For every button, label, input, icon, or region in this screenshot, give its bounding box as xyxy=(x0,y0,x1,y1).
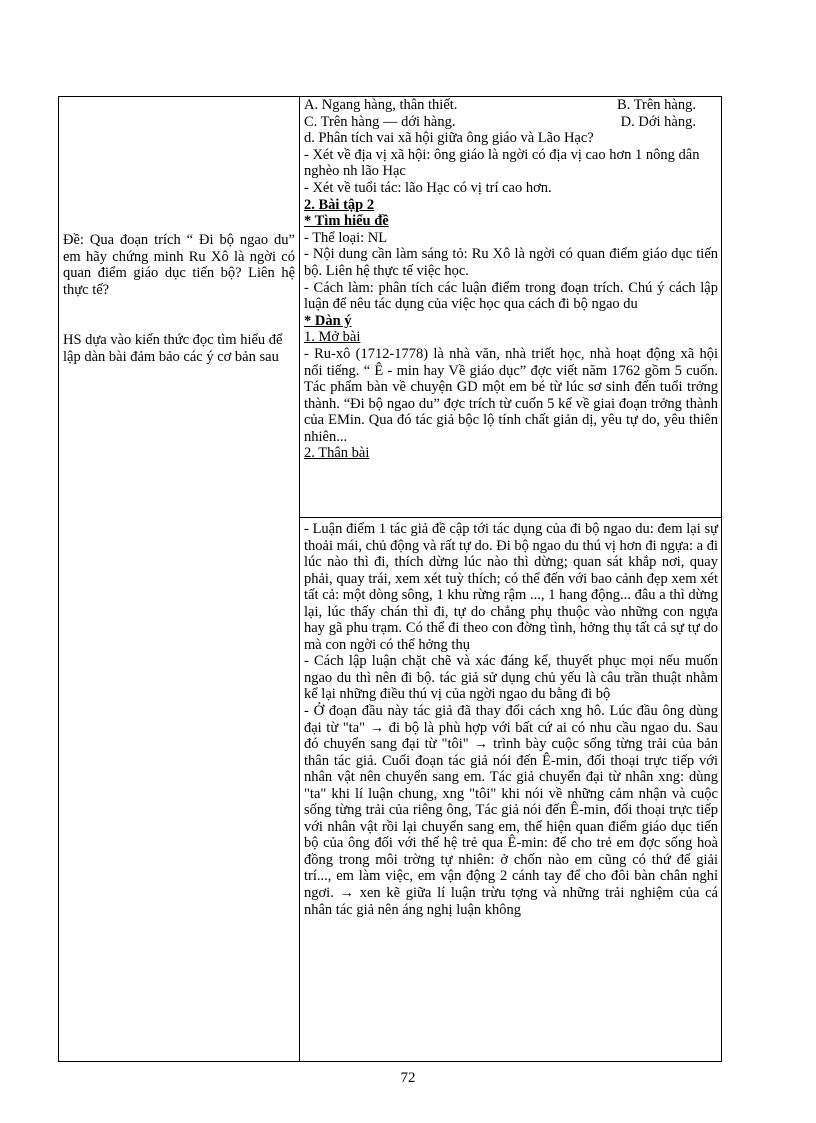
answer-row-ab xyxy=(304,97,718,114)
body-heading: 2. Thân bài xyxy=(304,445,370,462)
find-topic-heading: * Tìm hiểu đề xyxy=(304,213,389,230)
genre-text: - Thể loại: NL xyxy=(304,229,388,246)
argument-1: - Luận điểm 1 tác giả đề cập tới tác dụng của đi bộ ngao du: đem lại sự thoải mái, chủ động và rất tự do. Đi bộ ngao du thú vị hơn đi ngựa: a đi lúc nào thì đi, thích dừng lúc nào thì dừng; quan sát khắp nơi, quay phải, quay trái, xem xét tuỳ thích; có thể đến với bao cảnh đẹp xem xét tất cả: một dòng sông, 1 khu rừng rậm ..., 1 hang động... đâu a thì dừng lại, lúc thấy chán thì đi, tự do chẳng phụ thuộc vào những con ngựa hay gã phu trạm. Có thể đi theo con đờng tình, hởng thụ tất cả sự tự do mà con ngời có thể hởng thụ xyxy=(304,521,719,653)
question-d: d. Phân tích vai xã hội giữa ông giáo và Lão Hạc? xyxy=(304,130,594,147)
intro-heading: 1. Mở bài xyxy=(304,329,361,346)
column-divider xyxy=(299,97,300,1061)
question-text: Đề: Qua đoạn trích “ Đi bộ ngao du” em hãy chứng minh Ru Xô là ngời có quan điểm giáo dục tiến bộ? Liên hệ thực tế? xyxy=(63,232,295,298)
row-divider xyxy=(299,517,722,518)
pronoun-change: - Ở đoạn đầu này tác giả đã thay đổi cách xng hô. Lúc đầu ông dùng đại từ "ta" → đi bộ là phù hợp với bất cứ ai có nhu cầu ngao du. Sau đó chuyển sang đại từ "tôi" → trình bày cuộc sống từng trải của bản thân tác giả. Cuối đoạn tác giả nói đến Ê-min, đối thoại trực tiếp với nhân vật nên chuyển sang em. Tác giả chuyển đại từ nhân xng: dùng "ta" khi lí luận chung, xng "tôi" khi nói về những cảm nhận và cuộc sống từng trải của riêng ông, Tác giả nói đến Ê-min, đối thoại trực tiếp với nhân vật rồi lại chuyển sang em, thể hiện quan điểm giáo dục tiến bộ của ông đối với thế hệ trẻ qua Ê-min: để cho trẻ em đợc sống hoà đồng trong môi trờng tự nhiên: ở chốn nào em cũng có thứ để giải trí..., em làm việc, em vận động 2 cánh tay để cho đôi bàn chân nghỉ ngơi. → xen kẽ giữa lí luận trừu tợng và những trải nghiệm của cá nhân tác giả nên áng nghị luận không xyxy=(304,703,718,918)
answer-row-cd xyxy=(304,114,718,131)
instruction-text: HS dựa vào kiến thức đọc tìm hiểu để lập dàn bài đảm bảo các ý cơ bản sau xyxy=(63,332,283,365)
left-column xyxy=(63,97,295,365)
page-number: 72 xyxy=(400,1070,416,1086)
method-text: - Cách làm: phân tích các luận điểm trong đoạn trích. Chú ý cách lập luận để nêu tác dụng của việc học qua cách đi bộ ngao du xyxy=(304,279,718,313)
outline-heading: * Dàn ý xyxy=(304,312,352,329)
right-column-bottom xyxy=(304,521,718,918)
option-b: B. Trên hàng. xyxy=(617,97,696,113)
argument-method: - Cách lập luận chặt chẽ và xác đáng kể, thuyết phục mọi nếu muốn ngao du thì nên đi bộ. tác giả sử dụng chủ yếu là câu trần thuật nhằm kể lại những điều thú vị của ngời ngao du bằng đi bộ xyxy=(304,653,718,703)
option-d: D. Dới hàng. xyxy=(620,113,696,130)
exercise-2-heading: 2. Bài tập 2 xyxy=(304,196,375,213)
content-text: - Nội dung cần làm sáng tỏ: Ru Xô là ngời có quan điểm giáo dục tiến bộ. Liên hệ thực tế việc học. xyxy=(304,246,718,279)
content-table xyxy=(58,96,722,1062)
age-status: - Xét về tuổi tác: lão Hạc có vị trí cao hơn. xyxy=(304,179,552,196)
social-status: - Xét về địa vị xã hội: ông giáo là ngời có địa vị cao hơn 1 nông dân nghèo nh lão Hạc xyxy=(304,146,700,180)
right-column-top xyxy=(304,97,718,462)
option-a: A. Ngang hàng, thân thiết. xyxy=(304,97,458,113)
intro-text: - Ru-xô (1712-1778) là nhà văn, nhà triết học, nhà hoạt động xã hội nổi tiếng. “ Ê - min hay Về giáo dục” đợc viết năm 1762 gồm 5 cuốn. Tác phẩm bàn về chuyện GD một em bé từ lúc sơ sinh đến tuổi trởng thành. “Đi bộ ngao du” đợc trích từ cuốn 5 kể về giai đoạn trởng thành của EMin. Qua đó tác giả bộc lộ tính chất giản dị, yêu tự do, yêu thiên nhiên... xyxy=(304,345,718,445)
option-c: C. Trên hàng — dới hàng. xyxy=(304,113,456,130)
